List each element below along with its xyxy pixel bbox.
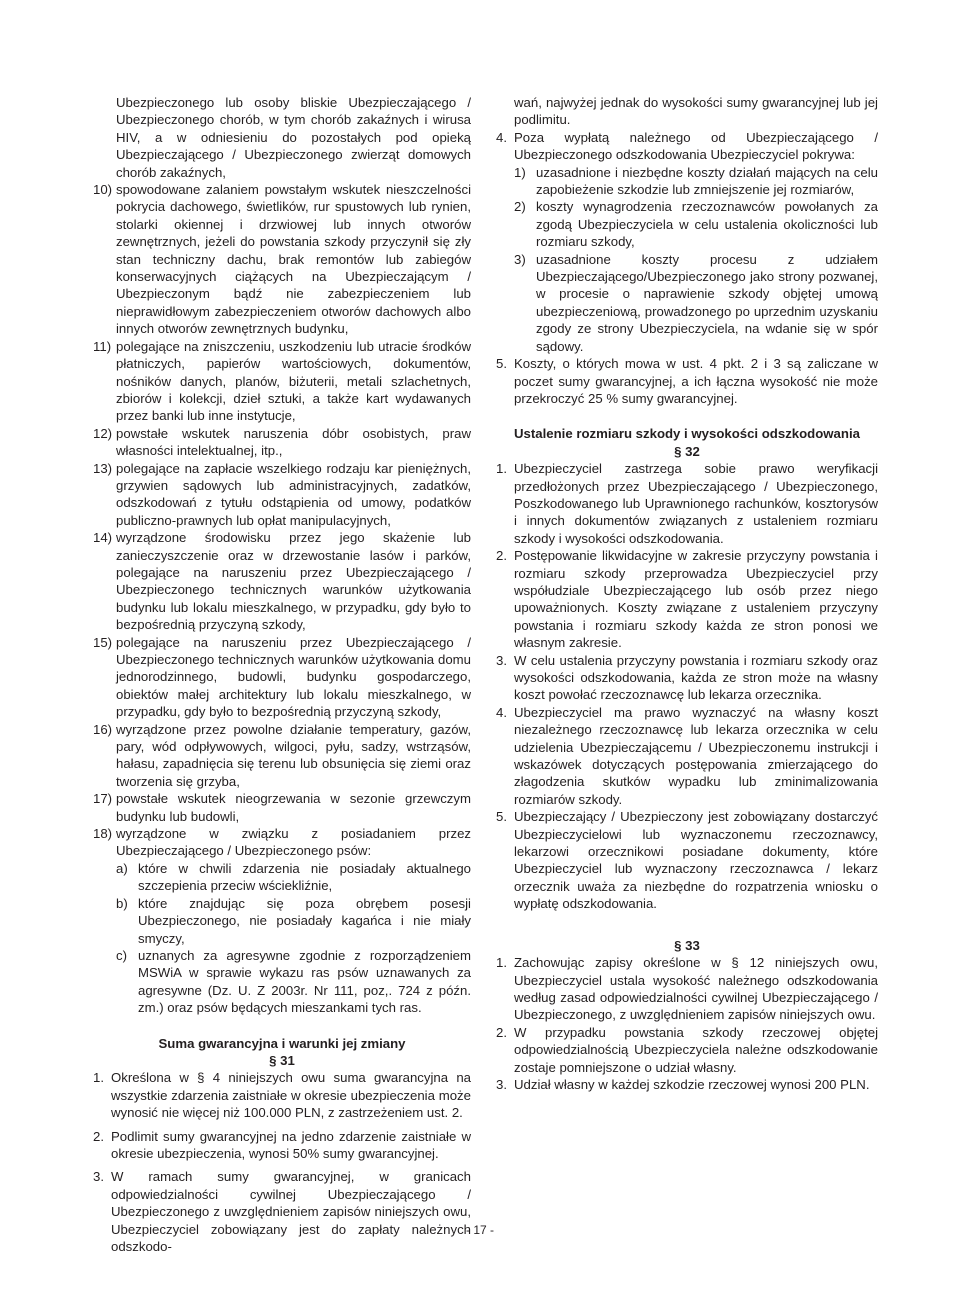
exclusion-item — [93, 790, 471, 825]
item-number: 14) — [93, 530, 113, 546]
subitem-letter: a) — [116, 860, 128, 876]
item-number: 18) — [93, 826, 113, 842]
item-number: 12) — [93, 425, 113, 441]
item-text: wyrządzone środowisku przez jego skażenie lub zanieczyszczenie oraz w drzewostanie lasów i parków, polegające na naruszeniu przez Ubezpieczającego / Ubezpieczonego technicznych warunków użytkowania budynku lub lokalu mieszkalnego, w przypadku, gdy było to bezpośrednią przyczyną szkody, — [116, 530, 471, 633]
item-text: Ubezpieczyciel ma prawo wyznaczyć na własny koszt niezależnego rzeczoznawcę lub lekarza orzecznika w celu udzielenia Ubezpieczającemu / Ubezpieczonemu instrukcji i wskazówek dotyczących postępowania zmierzającego do złagodzenia skutków wypadku lub zminimalizowania rozmiarów szkody. — [514, 704, 878, 807]
item-number: 17) — [93, 791, 113, 807]
subitem-text: uznanych za agresywne zgodnie z rozporządzeniem MSWiA w sprawie wykazu ras psów uznawanych za agresywne (Dz. U. Z 2003r. Nr 111, poz,. 724 z późn. zm.) oraz psów będących mieszankami tych ras. — [138, 947, 471, 1016]
item-text: polegające na zapłacie wszelkiego rodzaju kar pieniężnych, grzywien sądowych lub administracyjnych, zadatków, odszkodowań z tytułu odstąpienia od umowy, podatków publiczno-prawnych lub opłat manipulacyjnych, — [116, 460, 471, 528]
exclusion-item — [93, 425, 471, 460]
numbered-item — [93, 1069, 471, 1121]
item-text: W przypadku powstania szkody rzeczowej objętej odpowiedzialnością Ubezpieczyciela należne odszkodowanie zostaje pomniejszone o udział własny. — [514, 1024, 878, 1075]
item-text: Poza wypłatą należnego od Ubezpieczającego / Ubezpieczonego odszkodowania Ubezpieczyciel pokrywa: — [514, 129, 878, 163]
item-number: 3. — [496, 1076, 507, 1092]
dog-subitem — [93, 860, 471, 895]
item-text: Określona w § 4 niniejszych owu suma gwarancyjna na wszystkie zdarzenia zaistniałe w okresie ubezpieczenia może wynosić nie więcej niż 100.000 PLN, z zastrzeżeniem ust. 2. — [111, 1070, 471, 1121]
item-number: 15) — [93, 634, 113, 650]
cost-subitem — [496, 198, 878, 250]
item-number: 2. — [93, 1128, 104, 1144]
subitem-text: uzasadnione i niezbędne koszty działań mających na celu zapobieżenie szkodzie lub zmniejszenie jej rozmiarów, — [536, 164, 878, 198]
numbered-item — [496, 1076, 878, 1093]
item-text: W ramach sumy gwarancyjnej, w granicach odpowiedzialności cywilnej Ubezpieczającego / Ubezpieczonego z uwzględnieniem zapisów niniejszych owu, Ubezpieczyciel zobowiązany jest do zapłaty należnych odszkodo- — [111, 1169, 471, 1254]
continued-text: wań, najwyżej jednak do wysokości sumy gwarancyjnej lub jej podlimitu. — [514, 95, 878, 128]
numbered-item — [496, 954, 878, 1024]
item-text: Ubezpieczający / Ubezpieczony jest zobowiązany dostarczyć Ubezpieczycielowi lub wyznaczonemu rzeczoznawcy, lekarzowi orzecznikowi posiadane dokumenty, które Ubezpieczyciel lub wyznaczony rzeczoznawca / lekarz orzecznik uważa za niezbędne do rozpatrzenia wniosku o wypłatę odszkodowania. — [514, 809, 878, 912]
item-number: 1. — [496, 955, 507, 971]
dog-subitem — [93, 895, 471, 947]
cost-subitem — [496, 164, 878, 199]
item-number: 3. — [496, 652, 507, 668]
item-number: 3. — [93, 1169, 104, 1185]
numbered-item — [496, 704, 878, 808]
item-number: 5. — [496, 356, 507, 372]
exclusion-item — [93, 529, 471, 633]
item-number: 16) — [93, 721, 113, 737]
item-number: 1. — [93, 1070, 104, 1086]
item-number: 2. — [496, 1024, 507, 1040]
item-text: spowodowane zalaniem powstałym wskutek nieszczelności pokrycia dachowego, świetlików, rur spustowych lub rynien, stolarki okiennej i drzwiowej lub innych otworów zewnętrznych, jeżeli do powstania szkody przyczynił się zły stan techniczny dachu, brak remontów lub zabiegów konserwacyjnych ciążących na Ubezpieczającym / Ubezpieczonym bądź nie zabezpieczeniem lub nieprawidłowym zabezpieczeniem otworów dachowych albo innych otworów zewnętrznych budynku, — [116, 182, 471, 337]
item-number: 13) — [93, 460, 113, 476]
subitem-text: koszty wynagrodzenia rzeczoznawców powołanych za zgodą Ubezpieczyciela w celu ustalenia okoliczności lub rozmiaru szkody, — [536, 199, 878, 250]
subitem-text: które znajdując się poza obrębem posesji Ubezpieczonego, nie posiadały kagańca i nie miały smyczy, — [138, 895, 471, 946]
item-text: powstałe wskutek nieogrzewania w sezonie grzewczym budynku lub budowli, — [116, 791, 471, 824]
item-text: Udział własny w każdej szkodzie rzeczowej wynosi 200 PLN. — [514, 1076, 870, 1092]
item-number: 1. — [496, 461, 507, 477]
exclusion-item — [93, 634, 471, 721]
item-text: Postępowanie likwidacyjne w zakresie przyczyny powstania i rozmiaru szkody przeprowadza Ubezpieczyciel przy współudziale Ubezpieczającego lub osób przez niego upoważnionych. Koszty związane z ustaleniem przyczyny powstania i rozmiaru szkody każda ze stron ponosi we własnym zakresie. — [514, 548, 878, 651]
item-number: 11) — [93, 338, 112, 354]
right-column — [496, 94, 878, 1093]
numbered-item — [93, 1168, 471, 1255]
subitem-text: które w chwili zdarzenia nie posiadały aktualnego szczepienia przeciw wściekliźnie, — [138, 860, 471, 894]
item-text: wyrządzone w związku z posiadaniem przez Ubezpieczającego / Ubezpieczonego psów: — [116, 826, 471, 859]
item-text: powstałe wskutek naruszenia dóbr osobistych, praw własności intelektualnej, itp., — [116, 425, 471, 459]
paragraph-number: § 32 — [674, 443, 700, 459]
numbered-item — [496, 460, 878, 547]
cost-subitem — [496, 251, 878, 355]
exclusion-item — [93, 460, 471, 530]
item-text: W celu ustalenia przyczyny powstania i rozmiaru szkody oraz wysokości odszkodowania, każda ze stron może na własny koszt powołać rzeczoznawcę lub lekarza orzecznika. — [514, 652, 878, 703]
intro-paragraph: Ubezpieczonego lub osoby bliskie Ubezpieczającego / Ubezpieczonego chorób, w tym chorób zakaźnych i wirusa HIV, a w odniesieniu do pozostałych pod opieką Ubezpieczającego / Ubezpieczonego zwierząt domowych chorób zakaźnych, — [116, 95, 471, 180]
numbered-item — [93, 1128, 471, 1163]
exclusion-item — [93, 721, 471, 791]
subitem-letter: b) — [116, 895, 128, 911]
item-number: 2. — [496, 548, 507, 564]
dog-subitem — [93, 947, 471, 1017]
subitem-letter: c) — [116, 947, 127, 963]
numbered-item — [496, 355, 878, 407]
numbered-item — [496, 652, 878, 704]
item-number: 4. — [496, 704, 507, 720]
left-column — [93, 94, 471, 1255]
numbered-item — [496, 547, 878, 651]
item-text: Zachowując zapisy określone w § 12 niniejszych owu, Ubezpieczyciel ustala wysokość należnego odszkodowania według zasad odpowiedzialności cywilnej Ubezpieczającego / Ubezpieczonego, z uwzględnieniem zapisów niniejszych owu. — [514, 955, 878, 1023]
subitem-number: 3) — [514, 251, 526, 267]
exclusion-item — [93, 338, 471, 425]
paragraph-number: § 31 — [269, 1052, 295, 1068]
subitem-number: 2) — [514, 199, 526, 215]
item-number: 10) — [93, 182, 113, 198]
item-number: 4. — [496, 129, 507, 145]
numbered-item — [496, 129, 878, 164]
item-text: polegające na zniszczeniu, uszkodzeniu lub utracie środków płatniczych, papierów wartościowych, dokumentów, nośników danych, planów, biżuterii, metali szlachetnych, zbiorów i kolekcji, dzieł sztuki, a także kart wydawanych przez banki lub inne instytucje, — [116, 338, 471, 424]
section-heading: Ustalenie rozmiaru szkody i wysokości odszkodowania — [514, 426, 860, 442]
exclusion-item — [93, 181, 471, 338]
numbered-item — [496, 1024, 878, 1076]
item-text: polegające na naruszeniu przez Ubezpieczającego / Ubezpieczonego technicznych warunków użytkowania domu jednorodzinnego, budowli, budynku gospodarczego, obiektów małej architektury lub lokalu mieszkalnego, w przypadku, gdy było to bezpośrednią przyczyną szkody, — [116, 634, 471, 720]
item-text: wyrządzone przez powolne działanie temperatury, gazów, pary, wód odpływowych, wilgoci, pyłu, sadzy, wstrząsów, hałasu, zapadnięcia się terenu lub obsunięcia się ziemi oraz tworzenia się grzyba, — [116, 721, 471, 789]
item-text: Koszty, o których mowa w ust. 4 pkt. 2 i 3 są zaliczane w poczet sumy gwarancyjnej, a ich łączna wysokość nie może przekroczyć 25 % sumy gwarancyjnej. — [514, 356, 878, 406]
paragraph-number: § 33 — [674, 937, 700, 953]
item-text: Ubezpieczyciel zastrzega sobie prawo weryfikacji przedłożonych przez Ubezpieczającego / Ubezpieczonego, Poszkodowanego lub Uprawnionego rachunków, kosztorysów i innych dokumentów związanych z ustaleniem rozmiaru szkody i wysokości odszkodowania. — [514, 461, 878, 546]
subitem-number: 1) — [514, 164, 526, 180]
numbered-item — [496, 808, 878, 912]
item-number: 5. — [496, 809, 507, 825]
section-heading: Suma gwarancyjna i warunki jej zmiany — [158, 1035, 406, 1051]
exclusion-item — [93, 825, 471, 860]
subitem-text: uzasadnione koszty procesu z udziałem Ubezpieczającego/Ubezpieczonego jako strony pozwanej, w procesie o naprawienie szkody objętej umową ubezpieczeniową, prowadzonego po uprzednim uzyskaniu zgody ze strony Ubezpieczyciela, na wdanie się w spór sądowy. — [536, 251, 878, 354]
item-text: Podlimit sumy gwarancyjnej na jedno zdarzenie zaistniałe w okresie ubezpieczenia, wynosi 50% sumy gwarancyjnej. — [111, 1128, 471, 1161]
page-number: - 17 - — [465, 1223, 494, 1237]
